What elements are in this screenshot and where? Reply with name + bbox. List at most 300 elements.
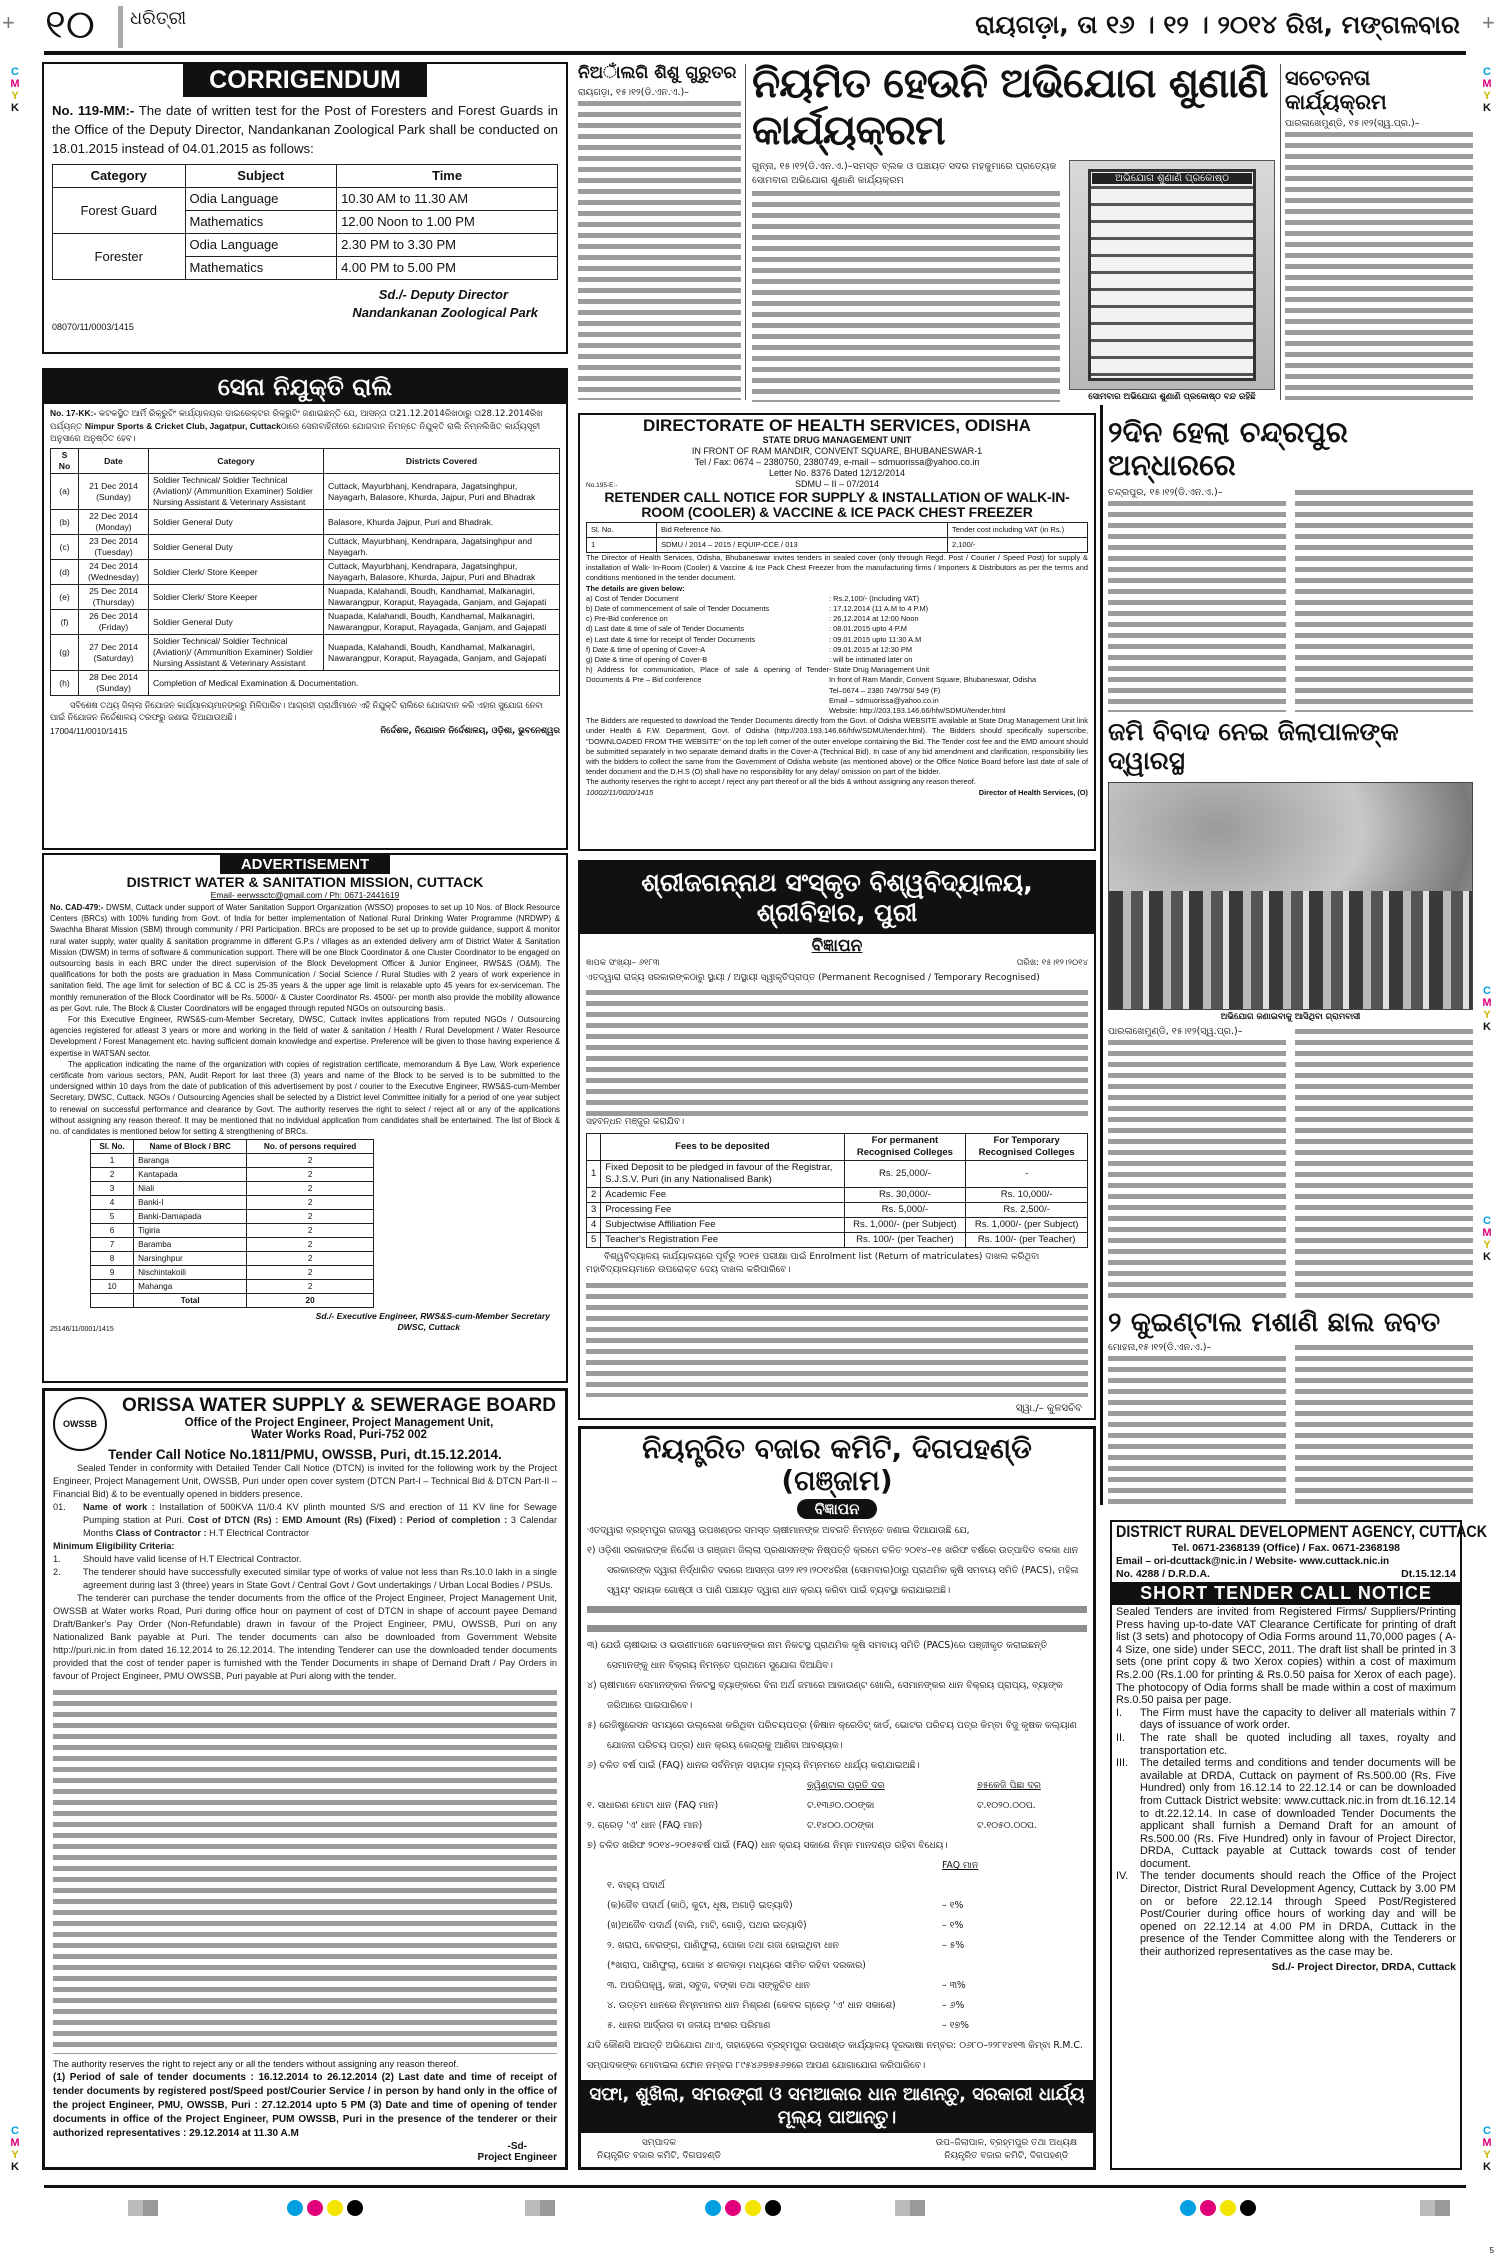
label-text: c) Pre-Bid conference on bbox=[586, 614, 668, 624]
table-row: Forester Odia Language 2.30 PM to 3.30 PM bbox=[53, 234, 558, 257]
photo-caption: ସୋମବାର ଅଭିଯୋଗ ଶୁଣାଣି ପ୍ରକୋଷ୍ଠ ବନ୍ଦ ରହିଛି bbox=[1088, 392, 1256, 402]
fee-cell: Fixed Deposit to be pledged in favour of the Registrar, S.J.S.V. Puri (in any Nationalised Bank) bbox=[601, 1161, 844, 1188]
detail-row bbox=[586, 614, 1088, 624]
price-row bbox=[587, 1796, 1087, 1816]
registration-dot bbox=[307, 2200, 323, 2216]
faq-row bbox=[607, 1876, 1087, 1896]
persons-cell: 2 bbox=[247, 1252, 374, 1266]
page-number: ୧୦ bbox=[45, 2, 95, 48]
no-text: I. bbox=[1116, 1706, 1123, 1719]
perm-cell: Rs. 25,000/- bbox=[844, 1161, 966, 1188]
news-dateline: ରାୟଗଡ଼ା, ୧୫।୧୨(ଡି.ଏନ.ଏ.)– bbox=[578, 86, 689, 98]
faq-row bbox=[607, 2016, 1087, 2036]
value-text: : Rs.2,100/- (Including VAT) bbox=[829, 593, 920, 603]
news-dateline: ପାରଳାଖେମୁଣ୍ଡି, ୧୫।୧୨(ସ୍ୱ.ପ୍ର.)– bbox=[1108, 1025, 1243, 1037]
sno-cell: (f) bbox=[51, 610, 79, 635]
category-cell: Soldier General Duty bbox=[149, 610, 324, 635]
owssb-rights: The authority reserves the right to reject any or all the tenders without assigning any reason thereof. bbox=[53, 2059, 459, 2069]
temp-cell: Rs. 100/- (per Teacher) bbox=[966, 1233, 1088, 1248]
sl-cell: 4 bbox=[91, 1196, 134, 1210]
criteria-item: 1. Should have valid license of H.T Electrical Contractor. bbox=[53, 1554, 302, 1564]
rally-row bbox=[51, 635, 560, 671]
market-point: ୬) ଚଳିତ ବର୍ଷ ପାଇଁ (FAQ) ଧାନର ସର୍ବନିମ୍ନ ସହାୟକ ମୂଲ୍ୟ ନିମ୍ନମତେ ଧାର୍ଯ୍ୟ କରାଯାଇଅଛି। bbox=[587, 1760, 920, 1771]
persons-cell: 2 bbox=[247, 1224, 374, 1238]
text-text: The rate shall be quoted including all taxes, royalty and transportation etc. bbox=[1140, 1731, 1456, 1757]
main-headline: ନିୟମିତ ହେଉନି ଅଭିଯୋଗ ଶୁଣାଣି କାର୍ଯ୍ୟକ୍ରମ bbox=[752, 59, 1268, 155]
price-header: କ୍ୱିଣ୍ଟାଲ ପ୍ରତି ଦର bbox=[807, 1780, 885, 1791]
sno-cell: (e) bbox=[51, 585, 79, 610]
news-body-text bbox=[1295, 1026, 1473, 1302]
cmyk-marker: C M Y K bbox=[10, 66, 20, 114]
item-text: ୨. ଗ୍ରେଡ଼ 'ଏ' ଧାନ (FAQ ମାନ) bbox=[587, 1820, 703, 1831]
owssb-intro: Sealed Tender in conformity with Detailed Tender Call Notice (DTCN) is invited for the following work by the Project Engineer, Project Management Unit, OWSSB, Puri under open cover system (DTCN Part-I – Technical Bid & DTCN Part-II – Financial Bid) & to be eventually opened in bidders presence. bbox=[53, 1463, 557, 1499]
health-outro: The Bidders are requested to download the Tender Documents directly from the Govt. of Odisha WEBSITE available at State Drug Management Unit link under Health & F.W. Department, Govt. of Odisha (http://203.193.146.66/hfw/SDMU/tender.html). The Bidders should specifically superscribe, "DOWNLOADED FROM THE WEBSITE" on the top left corner of the outer envelope containing the Bid. The Tender cost fee and the EMD amount should be submitted separately in two separate demand drafts in the Cover-A (Technical Bid). In case of any bid amendment and clarification, responsibility lies with the bidders to collect the same from the Government of Odisha website (as mentioned above) or the Office Notice Board before last date of sale of tender document and the D.H.S (O) shall have no responsibility for any delay/ omission on part of the bidder. bbox=[586, 716, 1088, 777]
date-cell: 24 Dec 2014 (Wednesday) bbox=[79, 560, 149, 585]
item-text: ୧. ସାଧାରଣ ମୋଟା ଧାନ (FAQ ମାନ) bbox=[587, 1800, 719, 1811]
news-dateline: ପାରଳାଖେମୁଣ୍ଡି, ୧୫।୧୨(ସ୍ୱ.ପ୍ର.)– bbox=[1285, 118, 1420, 130]
drda-heading: SHORT TENDER CALL NOTICE bbox=[1112, 1582, 1460, 1605]
folio: 5 bbox=[1489, 2246, 1494, 2255]
districts-cell: Cuttack, Mayurbhanj, Kendrapara, Jagatsinghpur, Nayagarh, Balasore, Khurda, Jajpur, Puri and Bhadrak bbox=[324, 560, 560, 585]
faq-row bbox=[607, 1996, 1087, 2016]
faq-row bbox=[607, 1976, 1087, 1996]
color-registration-dots bbox=[1180, 2200, 1260, 2221]
item-text: ୩. ଅପରିପକ୍ୱ, କଞ୍ଚା, ସବୁଜ, ବଙ୍କା ତଥା ସଙ୍କୁଚିତ ଧାନ bbox=[607, 1980, 810, 1991]
signatory: -Sd- bbox=[507, 2141, 527, 2152]
block-cell: Banki-I bbox=[134, 1196, 247, 1210]
block-cell: Banki-Damapada bbox=[134, 1210, 247, 1224]
fee-cell: Academic Fee bbox=[601, 1188, 844, 1203]
date-cell: 27 Dec 2014 (Saturday) bbox=[79, 635, 149, 671]
block-cell: Tigiria bbox=[134, 1224, 247, 1238]
item-text: ୨. ଖରାପ, ବେରଙ୍ଗ, ପାଣିଫୁଲା, ପୋକା ତଥା ଗଜା ହୋଇଥିବା ଧାନ bbox=[607, 1940, 839, 1951]
sno-cell: (g) bbox=[51, 635, 79, 671]
drda-email: Email – ori-dcuttack@nic.in / Website- www.cuttack.nic.in bbox=[1116, 1556, 1390, 1567]
photo-caption: ଅଭିଯୋଗ ଜଣାଇବାକୁ ଆସିଥିବା ଗ୍ରାମବାସୀ bbox=[1220, 1011, 1361, 1022]
health-title: DIRECTORATE OF HEALTH SERVICES, ODISHA bbox=[643, 416, 1031, 435]
cmyk-marker: C M Y K bbox=[1482, 985, 1492, 1033]
dwsm-para: For this Executive Engineer, RWS&S-cum-Member Secretary, DWSC, Cuttack invites applications from reputed NGOs / Outsourcing agencies registered for atleast 3 years or more and working in the field of water & sanitation / Health / Rural Development / Water Resource Development / Forest Management etc. having sufficient domain knowledge and expertise. Preference will be given to those having experience & expertise in WATSAN sector. bbox=[50, 1015, 560, 1058]
criteria-item: 2. The tenderer should have successfully executed similar type of works of value not less than Rs.10.0 lakh in a single agreement during last 3 (three) years in State Govt / Central Govt / Govt undertakings / Urban Local Bodies / PSUs. bbox=[53, 1567, 557, 1590]
value-text bbox=[942, 1956, 1087, 1976]
health-sdmu-line bbox=[586, 479, 1088, 490]
details-title: The details are given below: bbox=[586, 583, 685, 593]
news-photo bbox=[1069, 160, 1275, 390]
health-letter: Letter No. 8376 Dated 12/12/2014 bbox=[768, 468, 906, 478]
temp-cell: Rs. 2,500/- bbox=[966, 1203, 1088, 1218]
bid-table: Sl. No. Bid Reference No. Tender cost including VAT (in Rs.) 1 SDMU / 2014 – 2015 / EQUIP-CCE / 013 2,100/- bbox=[586, 522, 1088, 553]
news-story bbox=[578, 64, 741, 400]
drda-ref: No. 4288 / D.R.D.A. bbox=[1116, 1568, 1210, 1580]
news-story bbox=[1285, 66, 1473, 400]
date-cell: 25 Dec 2014 (Thursday) bbox=[79, 585, 149, 610]
sl-cell: 7 bbox=[91, 1238, 134, 1252]
sl-cell: 8 bbox=[91, 1252, 134, 1266]
owssb-purchase-para: The tenderer can purchase the tender documents from the office of the Project Engineer, Project Management Unit, OWSSB at Water works Road, Puri during office hour on payment of cost of DTCN in shape of account payee Demand Draft/Banker's Pay Order (Non-Refundable) drawn in favour of the Project Engineer, PMU, OWSSB, Puri on any Nationalized Bank payable at Puri. The tender documents can also be downloaded from Government Website http://puri.nic.in from dated 16.12.2014 to 26.12.2014. The intending Tenderer can use the downloaded tender documents provided that the cost of tender paper is furnished with the Tender Documents in shape of Demand Draft / Pay Orders in favour of Project Engineer, PMU OWSSB, Puri payable at Puri along with the tender. bbox=[53, 1593, 557, 1681]
category-cell: Soldier Clerk/ Store Keeper bbox=[149, 560, 324, 585]
category-cell: Soldier General Duty bbox=[149, 510, 324, 535]
persons-cell: 2 bbox=[247, 1266, 374, 1280]
address-line: - State Drug Management Unit bbox=[829, 665, 930, 675]
photo-sign-text: ଅଭିଯୋଗ ଶୁଣାଣି ପ୍ରକୋଷ୍ଠ bbox=[1092, 173, 1252, 184]
address-line: Tel–0674 – 2380 749/750/ 549 (F) bbox=[829, 685, 941, 695]
signatory: Sd./- Project Director, DRDA, Cuttack bbox=[1271, 1960, 1456, 1973]
temp-cell: - bbox=[966, 1161, 1088, 1188]
table-row: Mathematics 4.00 PM to 5.00 PM bbox=[53, 257, 558, 280]
dwsm-contact: Email- eerwssctc@gmail.com / Ph: 0671-2441619 bbox=[210, 890, 400, 900]
total-row: Total 20 bbox=[91, 1294, 374, 1308]
brc-row bbox=[91, 1224, 374, 1238]
cmyk-marker: C M Y K bbox=[10, 2125, 20, 2173]
registration-dot bbox=[1180, 2200, 1196, 2216]
fee-row bbox=[587, 1233, 1088, 1248]
value-text: – ୧% bbox=[942, 1900, 964, 1911]
owssb-logo: OWSSB bbox=[53, 1397, 107, 1451]
market-point: ୩) ଯେଉଁ ଚାଷୀଭାଇ ଓ ଭଉଣୀମାନେ ସେମାନଙ୍କର ନାମ ନିକଟସ୍ଥ ପ୍ରାଥମିକ କୃଷି ସମବାୟ ସମିତି (PACS)ରେ ପଞ୍ଜୀକୃତ କରାଇଛନ୍ତି ସେମାନଙ୍କୁ ଧାନ ବିକ୍ରୟ ନିମନ୍ତେ ପ୍ରଥମେ ସୁଯୋଗ ଦିଆଯିବ। bbox=[587, 1640, 1048, 1671]
faq-row bbox=[607, 1956, 1087, 1976]
value-text: : 09.01.2015 at 12:30 PM bbox=[829, 644, 913, 654]
dwsm-para: No. CAD-479:- DWSM, Cuttack under support of Water Sanitation Support Organization (WSSO) proposes to set up 10 Nos. of Block Resource Centers (BRCs) with 100% funding from Govt. of India for better implementation of National Rural Drinking Water Programme (NRDWP) & Swachha Bharat Mission (SBM) through community / PRI Participation. BRCs are proposed to be set up to provide guidance, support & monitor rural water supply, water quality & sanitation programme in different G.P.s / villages as an extended delivery arm of District Water & Sanitation Mission (DWSM) in terms of software & communication support. There will be one Block Coordinator & one Cluster Coordinator to be engaged on outsourcing basis in each BRC under the direct supervision of the Block Development Officer & Junior Engineer, RWS&S (O&M). The qualifications for both the posts are graduation in Mass Communication / Social Science / Rural Studies with 2 years of work experience in sanitation field. The age limit for selection of BC & CC is 25-35 years & the upper age limit is relaxable upto 45 years for ex-serviceman. The monthly remuneration of the Block Coordinator will be Rs. 5000/- & Cluster Coordinator Rs. 4500/- per month also provide the mobility allowance as per Govt. rule. The Block & Cluster Coordinators will be engaged through reputed NGOs on outsourcing basis. bbox=[50, 903, 560, 1013]
news-body-text bbox=[752, 188, 1060, 402]
price-row bbox=[587, 1816, 1087, 1836]
rally-row bbox=[51, 560, 560, 585]
signatory-office: ନିୟନ୍ତ୍ରିତ ବଜାର କମିଟି, ଦିଗପହଣ୍ଡି bbox=[597, 2151, 721, 2161]
persons-cell: 2 bbox=[247, 1280, 374, 1294]
news-headline: ଜମି ବିବାଦ ନେଇ ଜିଲାପାଳଙ୍କ ଦ୍ୱାରସ୍ଥ bbox=[1108, 717, 1399, 776]
owssb-title: ORISSA WATER SUPPLY & SEWERAGE BOARD bbox=[122, 1395, 556, 1416]
text-text: The tender documents should reach the Office of the Project Director, District Rural Development Agency, Cuttack by 3.00 PM on or before 22.12.14 through Speed Post/Registered Post/Courier during office hours of working day and will be opened on 22.12.14 at 4.00 PM in DRDA, Cuttack in the presence of the Tender Committee along with the Tenderers or their authorized representatives as the case may be. bbox=[1140, 1870, 1456, 1959]
brc-row bbox=[91, 1182, 374, 1196]
category-cell: Soldier General Duty bbox=[149, 535, 324, 560]
detail-row bbox=[586, 635, 1088, 645]
owssb-address: Water Works Road, Puri-752 002 bbox=[251, 1429, 427, 1441]
fee-row bbox=[587, 1188, 1088, 1203]
website-link[interactable]: Website: http://203.193.146.66/hfw/SDMU/tender.html bbox=[829, 706, 1006, 716]
item-text: ୧. ବାହ୍ୟ ପଦାର୍ଥ bbox=[607, 1880, 665, 1891]
text-text: The detailed terms and conditions and tender documents will be available at DRDA, Cuttack on payment of Rs.500.00 (Rs. Five Hundred) only from 16.12.14 to 22.12.14 or can be downloaded from Cuttack District website: www.cuttack.nic.in from dt.16.12.14 to dt.22.12.14. In case of downloaded Tender Documents the applicant shall furnish a Demand Draft for an amount of Rs.500.00 (Rs. Five Hundred) only in favour of Project Director, DRDA, Cuttack payable at Cuttack towards cost of tender document. bbox=[1140, 1757, 1456, 1870]
market-point: ୪) ଚାଷୀମାନେ ସେମାନଙ୍କର ନିକଟସ୍ଥ ବ୍ୟାଙ୍କରେ ବିନା ଅର୍ଥ ଜମାରେ ଆକାଉଣ୍ଟ ଖୋଲି, ସେମାନଙ୍କର ଧାନ ବିକ୍ରୟ ପ୍ରାପ୍ୟ, ବ୍ୟାଙ୍କ ଜରିଆରେ ପାଇପାରିବେ। bbox=[587, 1680, 1063, 1711]
army-rally-ad bbox=[42, 368, 568, 850]
label-text: b) Date of commencement of sale of Tender Documents bbox=[586, 604, 770, 614]
value-text: : 09.01.2015 upto 11:30 A.M bbox=[829, 634, 922, 644]
left-column bbox=[42, 62, 568, 2170]
market-intro: ଏତଦ୍ୱାରା ବ୍ରହ୍ମପୁର ରାଜସ୍ୱ ଉପଖଣ୍ଡର ସମସ୍ତ ଚାଷୀମାନଙ୍କ ଅବଗତି ନିମନ୍ତେ ଜଣାଇ ଦିଆଯାଉଛି ଯେ, bbox=[587, 1525, 970, 1537]
drda-tel: Tel. 0671-2368139 (Office) / Fax. 0671-2368198 bbox=[1171, 1542, 1401, 1554]
army-rally-intro: No. 17-KK:- କଟକସ୍ଥିତ ଆର୍ମି ରିକ୍ରୁଟିଂ କାର୍ଯ୍ୟାଳୟର ଡାଇରେକ୍ଟର ରିକ୍ରୁଟିଂ ଜଣାଇଛନ୍ତି ଯେ, ଆସନ୍ତା ତା21.12.2014ରିଖଠାରୁ ତା28.12.2014ରିଖ ପର୍ଯ୍ୟନ୍ତ Nimpur Sports & Cricket Club, Jagatpur, Cuttackଠାରେ ସେନାବାହିନୀରେ ଯୋଗଦାନ ନିମନ୍ତେ ନିଯୁକ୍ତି ରାଲି ନିମ୍ନଲିଖିତ କାର୍ଯ୍ୟସୂଚୀ ଅନୁସାରେ ଅନୁଷ୍ଠିତ ହେବ। bbox=[50, 408, 543, 444]
corrigendum-title: CORRIGENDUM bbox=[183, 64, 427, 97]
health-intro: The Director of Health Services, Odisha, Bhubaneswar invites tenders in sealed cover (only through Regd. Post / Courier / Speed Post) for supply & installation of Walk- In-Room (Cooler) & Vaccine & Ice Pack Chest Freezer from the manufacturing firms / Importers & Distributors as per the terms and conditions mentioned in the tender document. bbox=[586, 553, 1088, 583]
address-line: In front of Ram Mandir, Convent Square, Bhubaneswar, Odisha bbox=[829, 675, 1037, 685]
brc-row bbox=[91, 1210, 374, 1224]
sl-cell: 3 bbox=[91, 1182, 134, 1196]
category-cell: Soldier Clerk/ Store Keeper bbox=[149, 585, 324, 610]
news-body-text bbox=[1295, 487, 1473, 713]
registration-dot bbox=[1220, 2200, 1236, 2216]
ad-code: 17004/11/0010/1415 bbox=[50, 726, 128, 736]
news-dateline: ଗୁନ୍ନା, ୧୫।୧୨(ଡି.ଏନ.ଏ.)–ସମସ୍ତ ବ୍ଲକ ଓ ପଞ୍ଚାୟତ ସଦର ମହକୁମାରେ ପ୍ରତ୍ୟେକ ସୋମବାର ଅଭିଯୋଗ ଶୁଣାଣି କାର୍ଯ୍ୟକ୍ରମ bbox=[752, 161, 1057, 187]
signatory: ସ୍ୱା./– କୁଳସଚିବ bbox=[1015, 1403, 1082, 1414]
color-registration-dots bbox=[705, 2200, 785, 2221]
color-registration-dots bbox=[287, 2200, 367, 2221]
news-body-text bbox=[1108, 498, 1286, 713]
sno-cell: (d) bbox=[51, 560, 79, 585]
cmyk-marker: C M Y K bbox=[1482, 1215, 1492, 1263]
date-cell: 23 Dec 2014 (Tuesday) bbox=[79, 535, 149, 560]
no-cell: 1 bbox=[587, 1161, 601, 1188]
text-text: The Firm must have the capacity to deliver all materials within 7 days of issuance of work order. bbox=[1140, 1706, 1456, 1732]
header-rule bbox=[44, 51, 1466, 55]
rally-row bbox=[51, 610, 560, 635]
item-text: ୫. ଧାନର ଆର୍ଦ୍ରତା ବା ଜଳୀୟ ଅଂଶର ପରିମାଣ bbox=[607, 2020, 771, 2031]
value-text: : 17.12.2014 (11 A.M to 4 P.M) bbox=[829, 604, 929, 614]
temp-cell: Rs. 1,000/- (per Subject) bbox=[966, 1218, 1088, 1233]
signatory: ସମ୍ପାଦକ bbox=[641, 2138, 677, 2148]
fee-row bbox=[587, 1218, 1088, 1233]
drda-item bbox=[1116, 1870, 1456, 1958]
date-cell: 22 Dec 2014 (Monday) bbox=[79, 510, 149, 535]
persons-cell: 2 bbox=[247, 1238, 374, 1252]
brc-table: Sl. No. Name of Block / BRC No. of persons required 1 Baranga 2 2 Kantapada 2 3 Niali 2 4 Banki-I 2 5 Banki-Damapada 2 6 Tigiria 2 7 Baramba 2 8 Narsinghpur 2 9 Nischintakoili 2 10 Mahanga 2 Total 20 bbox=[90, 1139, 374, 1308]
brc-row bbox=[91, 1266, 374, 1280]
ad-code: 25146/11/0001/1415 bbox=[50, 1326, 114, 1334]
block-cell: Narsinghpur bbox=[134, 1252, 247, 1266]
cmyk-marker: C M Y K bbox=[1482, 66, 1492, 114]
gray-patch bbox=[895, 2200, 925, 2216]
label-text: f) Date & time of opening of Cover-A bbox=[586, 644, 706, 654]
sno-cell: (c) bbox=[51, 535, 79, 560]
item-text: (କ)ଜୈବ ପଦାର୍ଥ (କାଠି, କୁଟା, ଧୂଷ, ଅଗାଡ଼ି ଇତ୍ୟାଦି) bbox=[607, 1900, 793, 1911]
no-cell: 4 bbox=[587, 1218, 601, 1233]
block-cell: Niali bbox=[134, 1182, 247, 1196]
value-text: – ୧୭% bbox=[942, 2020, 969, 2031]
signatory: Director of Health Services, (O) bbox=[978, 787, 1088, 797]
sjsv-ref: ଜ୍ଞାପକ ସଂଖ୍ୟା– ୬୧୮୩ bbox=[586, 958, 660, 968]
fee-cell: Teacher's Registration Fee bbox=[601, 1233, 844, 1248]
districts-cell: Nuapada, Kalahandi, Boudh, Kandhamal, Malkanagiri, Nawarangpur, Koraput, Rayagada, Ganjam, and Gajapati bbox=[324, 585, 560, 610]
item-text: (ଖ)ଅଜୈବ ପଦାର୍ଥ (ବାଲି, ମାଟି, ଗୋଡ଼ି, ପଥର ଇତ୍ୟାଦି) bbox=[607, 1920, 807, 1931]
block-cell: Baranga bbox=[134, 1154, 247, 1168]
price-header: ୭୫କେଜି ପିଛା ଦର bbox=[977, 1780, 1041, 1791]
drda-item bbox=[1116, 1707, 1456, 1732]
block-cell: Kantapada bbox=[134, 1168, 247, 1182]
sjsv-post-table: ବିଶ୍ୱବିଦ୍ୟାଳୟ କାର୍ଯ୍ୟାଳୟରେ ପୂର୍ବରୁ ୨୦୧୫ ପରୀକ୍ଷା ପାଇଁ Enrolment list (Return of matriculates) ଦାଖଲ କରିଥିବା ମହାବିଦ୍ୟାଳୟମାନେ ଉପରୋକ୍ତ ଦେୟ ଦାଖଲ କରିପାରିବେ। bbox=[586, 1252, 1040, 1275]
block-cell: Nischintakoili bbox=[134, 1266, 247, 1280]
registration-dot bbox=[705, 2200, 721, 2216]
item-text: (*ଖରାପ, ପାଣିଫୁଲା, ପୋକା ୪ ଶତକଡ଼ା ମଧ୍ୟରେ ସୀମିତ ରହିବା ଦରକାର) bbox=[607, 1960, 866, 1971]
quintal-text: ଟ.୧୪୦୦.୦୦ଙ୍କା bbox=[807, 1820, 874, 1831]
signatory-office: DWSC, Cuttack bbox=[397, 1322, 460, 1333]
paper-name: ଧରିତ୍ରୀ bbox=[130, 8, 187, 29]
no-text: III. bbox=[1116, 1757, 1129, 1770]
value-text: – ୧% bbox=[942, 1920, 964, 1931]
no-text: IV. bbox=[1116, 1870, 1129, 1883]
market-committee-ad bbox=[578, 1426, 1096, 2170]
value-text: : 26.12.2014 at 12:00 Noon bbox=[829, 614, 919, 624]
health-rights: The authority reserves the right to accept / reject any part thereof or all the bids & without assigning any reason thereof. bbox=[586, 777, 976, 787]
signatory: Sd./- Deputy Director bbox=[378, 287, 508, 302]
faq-row bbox=[607, 1916, 1087, 1936]
cmyk-marker: C M Y K bbox=[1482, 2125, 1492, 2173]
no-cell: 5 bbox=[587, 1233, 601, 1248]
news-headline: ସଚେତନତା କାର୍ଯ୍ୟକ୍ରମ bbox=[1285, 66, 1387, 115]
signatory: ଉପ–ଜିଲାପାଳ, ବ୍ରହ୍ମପୁର ତଥା ଅଧ୍ୟକ୍ଷ bbox=[935, 2138, 1077, 2148]
bid-row bbox=[587, 538, 1088, 553]
news-body-text bbox=[1108, 1037, 1286, 1302]
sjsv-date: ତାରିଖ: ୧୫।୧୨।୨୦୧୪ bbox=[1016, 958, 1088, 968]
ad-code: 10002/11/0020/1415 bbox=[586, 787, 654, 797]
sjsv-body-text bbox=[586, 987, 1088, 1116]
address-label: h) Address for communication, Place of sale & opening of Tender Documents & Pre – Bid conference bbox=[586, 665, 829, 685]
districts-cell: Balasore, Khurda Jajpur, Puri and Bhadrak. bbox=[324, 510, 560, 535]
perm-cell: Rs. 100/- (per Teacher) bbox=[844, 1233, 966, 1248]
news-headline: ୨ କୁଇଣ୍ଟାଲ ମଶାଣି ଛାଲ ଜବତ bbox=[1108, 1307, 1441, 1339]
right-news-column bbox=[1108, 416, 1473, 1508]
faq-header: FAQ ମାନ bbox=[942, 1860, 979, 1871]
corrigendum-body: No. 119-MM:- The date of written test for the Post of Foresters and Forest Guards in the Office of the Deputy Director, Nandankanan Zoological Park shall be conducted on 18.01.2015 instead of 04.01.2015 as follows: bbox=[52, 103, 558, 156]
health-tender-ad bbox=[578, 413, 1096, 851]
market-body-text bbox=[587, 1601, 1087, 1636]
sjsv-title: ଶ୍ରୀଜଗନ୍ନାଥ ସଂସ୍କୃତ ବିଶ୍ୱବିଦ୍ୟାଳୟ, ଶ୍ରୀବିହାର, ପୁରୀ bbox=[580, 862, 1094, 934]
owssb-body-text bbox=[53, 1687, 557, 2054]
market-slogan: ସଫା, ଶୁଖିଲା, ସମରଙ୍ଗୀ ଓ ସମଆକାର ଧାନ ଆଣନ୍ତୁ, ସରକାରୀ ଧାର୍ଯ୍ୟ ମୂଲ୍ୟ ପାଆନ୍ତୁ। bbox=[581, 2080, 1093, 2133]
brc-row bbox=[91, 1280, 374, 1294]
brc-row bbox=[91, 1252, 374, 1266]
owssb-schedule: (1) Period of sale of tender documents : 16.12.2014 to 26.12.2014 (2) Last date and time of receipt of tender documents by registered post/Speed post/Courier Service / in person by hand only in the office of the project Engineer, PMU, OWSSB, Puri : 27.12.2014 upto 5 PM (3) Date and time of opening of tender documents in office of the Project Engineer, PUM OWSSB, Puri in the presence of the tenderer or their authorized representatives : 29.12.2014 at 11.30 A.M bbox=[53, 2072, 557, 2139]
registration-crosshair: + bbox=[1482, 10, 1495, 35]
news-headline: ନିଅାଁଲଗି ଶିଶୁ ଗୁରୁତର bbox=[578, 63, 737, 83]
label-text: g) Date & time of opening of Cover-B bbox=[586, 655, 708, 665]
market-point: ୧) ଓଡ଼ିଶା ସରକାରଙ୍କ ନିର୍ଦ୍ଦେଶ ଓ ଗଞ୍ଜାମ ଜିଲ୍ଲା ପ୍ରଶାସନଙ୍କ ନିଷ୍ପତ୍ତି କ୍ରମେ ଚଳିତ ୨୦୧୪–୧୫ ଖରିଫ ବର୍ଷରେ ଉତ୍ପାଦିତ ବଳକା ଧାନ ସରକାରଙ୍କ ଦ୍ୱାରା ନିର୍ଦ୍ଧାରିତ ଦରରେ ଆସନ୍ତା ତା୨୨।୧୨।୨୦୧୪ରିଖ (ସୋମବାର)ଠାରୁ ପ୍ରାଥମିକ କୃଷି ସମବାୟ ସମିତି (PACS), ମହିଳା ସ୍ୱୟଂ ସହାୟକ ଗୋଷ୍ଠୀ ଓ ପାଣି ପଞ୍ଚାୟତ ଦ୍ୱାରା ଧାନ କ୍ରୟ କରିବା ପାଇଁ ବ୍ୟବସ୍ଥା କରାଯାଇଅଛି। bbox=[587, 1545, 1079, 1597]
column-rule bbox=[1100, 405, 1103, 1505]
perm-cell: Rs. 5,000/- bbox=[844, 1203, 966, 1218]
fee-cell: Subjectwise Affiliation Fee bbox=[601, 1218, 844, 1233]
faq-row bbox=[607, 1896, 1087, 1916]
value-text: : will be intimated later on bbox=[829, 655, 913, 665]
owssb-work: 01. Name of work : Installation of 500KVA 11/0.4 KV plinth mounted S/S and erection of 11 KV line for Sewage Pumping station at Puri. Cost of DTCN (Rs) : EMD Amount (Rs) (Fixed) : Period of completion : 3 Calendar Months Class of Contractor : H.T Electrical Contractor bbox=[53, 1502, 558, 1538]
footer-rule bbox=[44, 2185, 1466, 2188]
news-body-text bbox=[1295, 1342, 1473, 1508]
rally-row bbox=[51, 535, 560, 560]
health-sdmu: SDMU – II – 07/2014 bbox=[794, 479, 880, 489]
rally-row bbox=[51, 585, 560, 610]
sno-cell: (a) bbox=[51, 474, 79, 510]
sl-cell: 1 bbox=[91, 1154, 134, 1168]
perm-cell: Rs. 30,000/- bbox=[844, 1188, 966, 1203]
sl-cell: 9 bbox=[91, 1266, 134, 1280]
value-text: – ୩% bbox=[942, 1980, 966, 1991]
registration-dot bbox=[745, 2200, 761, 2216]
gray-patch bbox=[1420, 2200, 1450, 2216]
news-body-text bbox=[578, 98, 741, 400]
districts-cell: Cuttack, Mayurbhanj, Kendrapara, Jagatsinghpur, Nayagarh, Balasore, Khurda, Jajpur, Puri and Bhadrak bbox=[324, 474, 560, 510]
value-text: – ୬% bbox=[942, 2000, 965, 2011]
health-heading: RETENDER CALL NOTICE FOR SUPPLY & INSTALLATION OF WALK-IN-ROOM (COOLER) & VACCINE & ICE PACK CHEST FREEZER bbox=[604, 489, 1070, 520]
persons-cell: 2 bbox=[247, 1182, 374, 1196]
signatory: Sd./- Executive Engineer, RWS&S-cum-Member Secretary bbox=[315, 1311, 550, 1322]
bid-cell: SDMU / 2014 – 2015 / EQUIP-CCE / 013 bbox=[657, 538, 948, 553]
corrigendum-table: Category Subject Time Forest Guard Odia Language 10.30 AM to 11.30 AM Mathematics 12.00 Noon to 1.00 PM Forester Odia Language 2.30 PM to 3.30 PM Mathematics 4.00 PM to 5.00 PM bbox=[52, 164, 558, 280]
sno-cell: (b) bbox=[51, 510, 79, 535]
gray-patch bbox=[525, 2200, 555, 2216]
districts-cell: Cuttack, Mayurbhanj, Kendrapara, Jagatsinghpur and Nayagarh. bbox=[324, 535, 560, 560]
rally-footnote: ସବିଶେଷ ତଥ୍ୟ ଜିଲ୍ଲା ନିଯୋଜନ କାର୍ଯ୍ୟାଳୟମାନଙ୍କରୁ ମିଳିପାରିବ। ଆଗ୍ରହୀ ପ୍ରାର୍ଥୀମାନେ ଏହି ନିଯୁକ୍ତି ରାଲିରେ ଯୋଗଦାନ କରି ଏହାର ସୁଯୋଗ ନେବା ପାଇଁ ନିଯୋଜନ ନିର୍ଦ୍ଦେଶାଳୟ ତରଫରୁ ଜଣାଇ ଦିଆଯାଉଅଛି। bbox=[50, 700, 543, 722]
no-cell: 2 bbox=[587, 1188, 601, 1203]
market-point: ୭) ଚଳିତ ଖରିଫ ୨୦୧୪–୨୦୧୫ବର୍ଷ ପାଇଁ (FAQ) ଧାନ କ୍ରୟ ସକାଶେ ନିମ୍ନ ମାନଦଣ୍ଡ ରହିବା ବିଧେୟ। bbox=[587, 1840, 948, 1851]
news-body-text bbox=[1108, 1353, 1286, 1508]
category-cell: Soldier Technical/ Soldier Technical (Aviation)/ (Ammunition Examiner) Soldier Nursing Assistant & Veterinary Assistant bbox=[149, 474, 324, 510]
signatory-office: Project Engineer bbox=[477, 2152, 557, 2163]
sl-cell: 5 bbox=[91, 1210, 134, 1224]
brc-row bbox=[91, 1154, 374, 1168]
drda-body: Sealed Tenders are invited from Registered Firms/ Suppliers/Printing Press having up-to-date VAT Clearance Certificate for printing of draft list (3 sets) and photocopy of Odia Forms around 11,70,000 pages ( A-4 Size, one side) under SECC, 2011. The draft list shall be printed in 3 sets (one print copy & two Xerox copies) within a cost of maximum Rs.2.00 (Rs.1.00 for printing & Rs.0.50 paisa for Xerox of each page). The photocopy of Odia forms shall be made within a cost of maximum Rs.0.50 paisa per page. bbox=[1116, 1606, 1456, 1707]
registration-dot bbox=[1240, 2200, 1256, 2216]
address-line: Email – sdmuorissa@yahoo.co.in bbox=[829, 695, 939, 705]
corrigendum-ad bbox=[42, 62, 568, 354]
news-body-text bbox=[1285, 129, 1473, 400]
army-rally-title: ସେନା ନିଯୁକ୍ତି ରାଲି bbox=[44, 370, 566, 404]
health-address: IN FRONT OF RAM MANDIR, CONVENT SQUARE, BHUBANESWAR-1 bbox=[691, 446, 983, 456]
sjsv-pre-table: ସହବନ୍ଧନ ମଞ୍ଜୁର କରାଯିବ। bbox=[586, 1117, 685, 1127]
registration-dot bbox=[287, 2200, 303, 2216]
persons-cell: 2 bbox=[247, 1210, 374, 1224]
signatory-office: Nandankanan Zoological Park bbox=[352, 305, 538, 320]
no-text: II. bbox=[1116, 1731, 1126, 1744]
sl-cell: 6 bbox=[91, 1224, 134, 1238]
dateline: ରାୟଗଡ଼ା, ତା ୧୬ । ୧୨ । ୨୦୧୪ ରିଖ, ମଙ୍ଗଳବାର bbox=[975, 10, 1460, 39]
registration-crosshair: + bbox=[2, 10, 15, 35]
main-news-story bbox=[752, 60, 1275, 402]
dwsm-title: DISTRICT WATER & SANITATION MISSION, CUTTACK bbox=[126, 874, 484, 890]
news-dateline: ମୋହନା,୧୫।୧୨(ଡି.ଏନ.ଏ.)– bbox=[1108, 1342, 1212, 1354]
news-dateline: ଚନ୍ଦ୍ରପୁର, ୧୫।୧୨(ଡି.ଏନ.ଏ.)– bbox=[1108, 486, 1223, 498]
fee-row bbox=[587, 1161, 1088, 1188]
fees-table: Fees to be deposited For permanent Recognised Colleges For Temporary Recognised Colleges 1 Fixed Deposit to be pledged in favour of the Registrar, S.J.S.V. Puri (in any Nationalised Bank) Rs. 25,000/- - 2 Academic Fee Rs. 30,000/- Rs. 10,000/- 3 Processing Fee Rs. 5,000/- Rs. 2,500/- 4 Subjectwise Affiliation Fee Rs. 1,000/- (per Subject) Rs. 1,000/- (per Subject) 5 Teacher's Registration Fee Rs. 100/- (per Teacher) Rs. 100/- (per Teacher) bbox=[586, 1133, 1088, 1248]
registration-dot bbox=[347, 2200, 363, 2216]
sl-cell: 10 bbox=[91, 1280, 134, 1294]
label-text: d) Last date & time of sale of Tender Documents bbox=[586, 624, 745, 634]
registration-dot bbox=[327, 2200, 343, 2216]
masthead-divider bbox=[118, 6, 123, 48]
quintal-text: ଟ.୧୩୬୦.୦୦ଙ୍କା bbox=[807, 1800, 875, 1811]
drda-item bbox=[1116, 1757, 1456, 1870]
brc-row bbox=[91, 1196, 374, 1210]
health-contact: Tel / Fax: 0674 – 2380750, 2380749, e-mail – sdmuorissa@yahoo.co.in bbox=[694, 457, 980, 467]
label-text: e) Last date & time for receipt of Tender Documents bbox=[586, 634, 756, 644]
fee-row bbox=[587, 1203, 1088, 1218]
detail-row bbox=[586, 604, 1088, 614]
table-row: Forest Guard Odia Language 10.30 AM to 11.30 AM bbox=[53, 188, 558, 211]
ad-code: No.195-E:- bbox=[586, 482, 618, 489]
value-text: : 08.01.2015 upto 4 P.M bbox=[829, 624, 907, 634]
market-title: ନିୟନ୍ତ୍ରିତ ବଜାର କମିଟି, ଦିଗପହଣ୍ଡି (ଗଞ୍ଜାମ) bbox=[642, 1432, 1032, 1498]
brc-row bbox=[91, 1168, 374, 1182]
value-text bbox=[942, 1876, 1087, 1896]
sjsv-body-text bbox=[586, 1280, 1088, 1397]
registration-dot bbox=[765, 2200, 781, 2216]
kg75-text: ଟ.୧୦୫୦.୦୦ପ. bbox=[977, 1820, 1037, 1831]
faq-row bbox=[607, 1936, 1087, 1956]
districts-cell: Nuapada, Kalahandi, Boudh, Kandhamal, Malkanagiri, Nawarangpur, Koraput, Rayagada, Ganjam, and Gajapati bbox=[324, 635, 560, 671]
brc-row bbox=[91, 1238, 374, 1252]
cost-cell: 2,100/- bbox=[948, 538, 1088, 553]
rally-row bbox=[51, 510, 560, 535]
detail-row bbox=[586, 655, 1088, 665]
drda-item bbox=[1116, 1732, 1456, 1757]
market-point: ୫) ରେଜିଷ୍ଟ୍ରେସନ ସମୟରେ ଉଲ୍ଲେଖ କରିଥିବା ପରିଚୟପତ୍ର (କିଷାନ କ୍ରେଡିଟ୍ କାର୍ଡ, ଭୋଟର ପରିଚୟ ପତ୍ର କିମ୍ବା ବିଜୁ କୃଷକ କଲ୍ୟାଣ ଯୋଜନା ପରିଚୟ ପତ୍ର) ଧାନ କ୍ରୟ କେନ୍ଦ୍ରକୁ ଆଣିବା ଆବଶ୍ୟକ। bbox=[587, 1720, 1077, 1751]
rally-schedule-table: S No Date Category Districts Covered (a) 21 Dec 2014 (Sunday) Soldier Technical/ Soldier Technical (Aviation)/ (Ammunition Examiner) Soldier Nursing Assistant & Veterinary Assistant Cuttack, Mayurbhanj, Kendrapara, Jagatsinghpur, Nayagarh, Balasore, Khurda, Jajpur, Puri and Bhadrak (b) 22 Dec 2014 (Monday) Soldier General Duty Balasore, Khurda Jajpur, Puri and Bhadrak. (c) 23 Dec 2014 (Tuesday) Soldier General Duty Cuttack, Mayurbhanj, Kendrapara, Jagatsinghpur and Nayagarh. (d) 24 Dec 2014 (Wednesday) Soldier Clerk/ Store Keeper Cuttack, Mayurbhanj, Kendrapara, Jagatsinghpur, Nayagarh, Balasore, Khurda, Jajpur, Puri and Bhadrak (e) 25 Dec 2014 (Thursday) Soldier Clerk/ Store Keeper Nuapada, Kalahandi, Boudh, Kandhamal, Malkanagiri, Nawarangpur, Koraput, Rayagada, Ganjam, and Gajapati (f) 26 Dec 2014 (Friday) Soldier General Duty Nuapada, Kalahandi, Boudh, Kandhamal, Malkanagiri, Nawarangpur, Koraput, Rayagada, Ganjam, and Gajapati (g) 27 Dec 2014 (Saturday) Soldier Technical/ Soldier Technical (Aviation)/ (Ammunition Examiner) Soldier Nursing Assistant & Veterinary Assistant Nuapada, Kalahandi, Boudh, Kandhamal, Malkanagiri, Nawarangpur, Koraput, Rayagada, Ganjam, and Gajapati (h) 28 Dec 2014 (Sunday) Completion of Medical Examination & Documentation. bbox=[50, 448, 560, 696]
block-cell: Baramba bbox=[134, 1238, 247, 1252]
health-unit: STATE DRUG MANAGEMENT UNIT bbox=[762, 435, 912, 445]
